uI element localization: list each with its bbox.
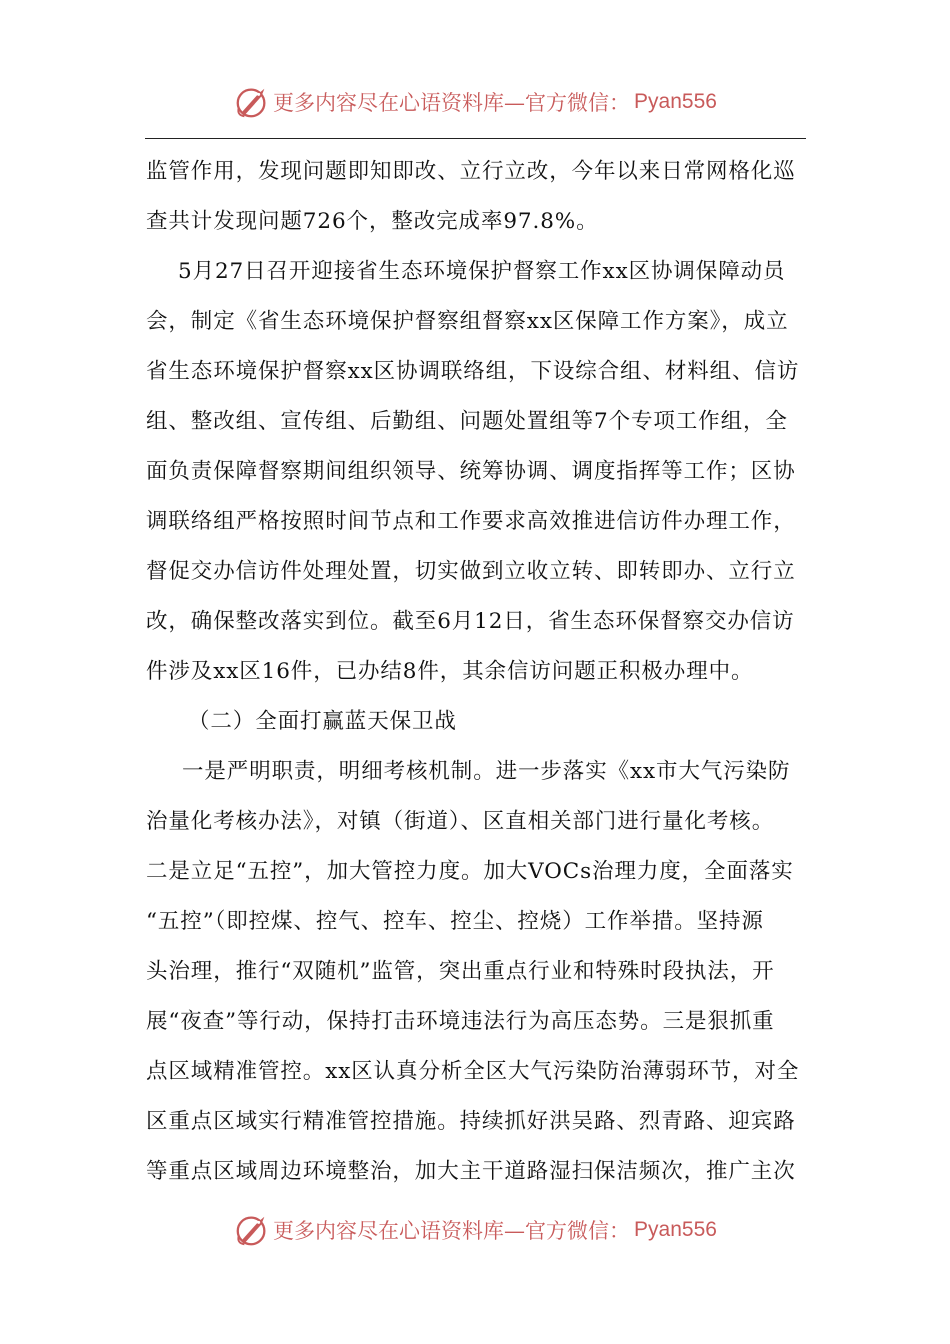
text-line: 治量化考核办法》，对镇（街道）、区直相关部门进行量化考核。 [146, 809, 775, 834]
text-line: 省生态环境保护督察xx区协调联络组，下设综合组、材料组、信访 [146, 359, 800, 384]
text-line: “五控”（即控煤、控气、控车、控尘、控烧）工作举措。坚持源 [146, 909, 764, 934]
text-line: 监管作用，发现问题即知即改、立行立改，今年以来日常网格化巡 [146, 159, 796, 184]
text-line: 面负责保障督察期间组织领导、统筹协调、调度指挥等工作；区协 [146, 459, 796, 484]
text-line: 区重点区域实行精准管控措施。持续抓好洪吴路、烈青路、迎宾路 [146, 1109, 796, 1134]
paragraph-start-line: 一是严明职责，明细考核机制。进一步落实《xx市大气污染防 [182, 759, 791, 784]
document-body [146, 147, 806, 1197]
text-line: 查共计发现问题726个，整改完成率97.8%。 [146, 209, 599, 234]
text-line: 件涉及xx区16件，已办结8件，其余信访问题正积极办理中。 [146, 659, 754, 684]
footer-watermark [0, 1208, 950, 1252]
text-line: 调联络组严格按照时间节点和工作要求高效推进信访件办理工作， [146, 509, 796, 534]
text-line: 点区域精准管控。xx区认真分析全区大气污染防治薄弱环节，对全 [146, 1059, 800, 1084]
watermark-text: 更多内容尽在心语资料库—官方微信： [273, 91, 631, 115]
header-divider [145, 138, 806, 139]
watermark-text: 更多内容尽在心语资料库—官方微信： [273, 1219, 631, 1243]
text-line: 组、整改组、宣传组、后勤组、问题处置组等7个专项工作组，全 [146, 409, 788, 434]
text-line: 展“夜查”等行动，保持打击环境违法行为高压态势。三是狠抓重 [146, 1009, 775, 1034]
text-line: 等重点区域周边环境整治，加大主干道路湿扫保洁频次，推广主次 [146, 1159, 796, 1184]
pen-nib-logo-icon [233, 83, 271, 121]
paragraph-start-line: 5月27日召开迎接省生态环境保护督察工作xx区协调保障动员 [178, 259, 786, 284]
watermark-handle: Pyan556 [634, 1218, 717, 1241]
section-heading: （二）全面打赢蓝天保卫战 [188, 709, 457, 734]
text-line: 二是立足“五控”，加大管控力度。加大VOCs治理力度，全面落实 [146, 859, 794, 884]
text-line: 改，确保整改落实到位。截至6月12日，省生态环保督察交办信访 [146, 609, 795, 634]
text-line: 头治理，推行“双随机”监管，突出重点行业和特殊时段执法，开 [146, 959, 775, 984]
watermark-handle: Pyan556 [634, 90, 717, 113]
pen-nib-logo-icon [233, 1211, 271, 1249]
text-line: 会，制定《省生态环境保护督察组督察xx区保障工作方案》，成立 [146, 309, 789, 334]
text-line: 督促交办信访件处理处置，切实做到立收立转、即转即办、立行立 [146, 559, 796, 584]
header-watermark [0, 80, 950, 124]
